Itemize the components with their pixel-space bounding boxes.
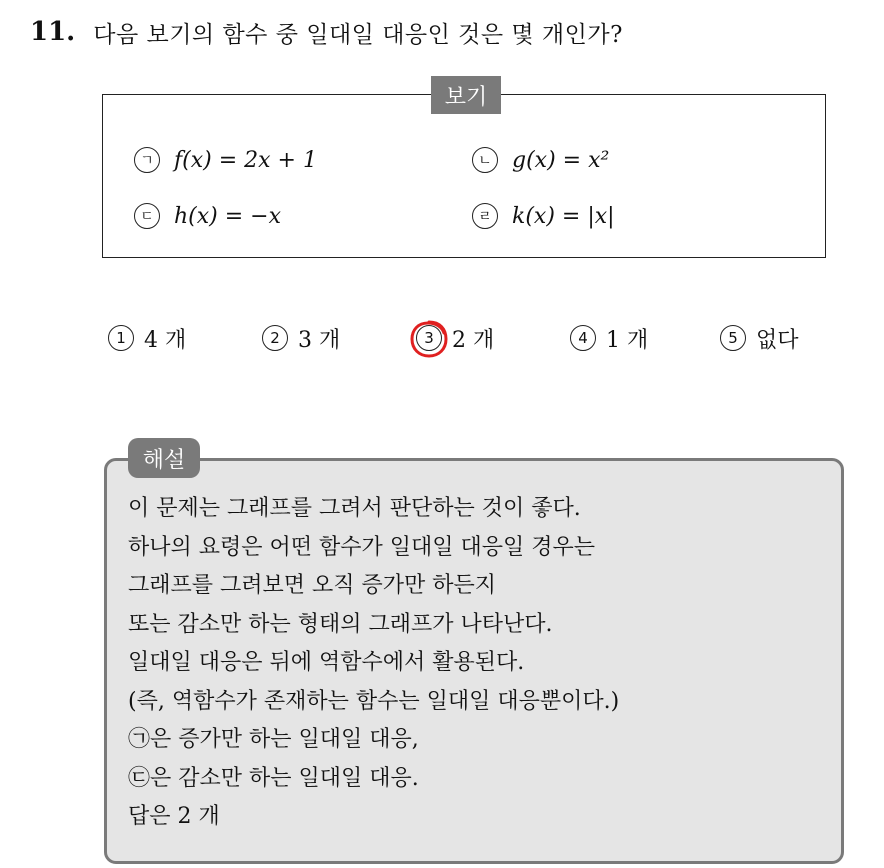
choice-3[interactable]	[416, 316, 494, 360]
question-header	[30, 12, 623, 52]
bogi-item-3	[134, 198, 281, 234]
bogi-item-2	[472, 142, 609, 178]
explanation-line: ㉢은 감소만 하는 일대일 대응.	[128, 765, 419, 791]
explanation-line: 그래프를 그려보면 오직 증가만 하든지	[128, 573, 497, 598]
choice-4[interactable]	[570, 316, 648, 360]
choice-number: 2	[262, 325, 288, 351]
bogi-mark: ㄴ	[472, 147, 498, 173]
choice-text: 1 개	[606, 327, 649, 353]
choice-1[interactable]	[108, 316, 186, 360]
choice-text: 4 개	[144, 327, 187, 353]
choice-5[interactable]	[720, 316, 799, 360]
explanation-line: 이 문제는 그래프를 그려서 판단하는 것이 좋다.	[128, 496, 581, 521]
choice-number: 1	[108, 325, 134, 351]
question-text: 다음 보기의 함수 중 일대일 대응인 것은 몇 개인가?	[93, 21, 623, 48]
answer-choices	[108, 316, 808, 360]
bogi-formula: f(x) = 2x + 1	[174, 147, 317, 173]
bogi-formula: k(x) = |x|	[512, 203, 615, 229]
explanation-text	[128, 490, 828, 837]
choice-text: 3 개	[298, 327, 341, 353]
bogi-formula: g(x) = x²	[512, 147, 610, 173]
question-number: 11.	[30, 17, 76, 47]
explanation-line: 하나의 요령은 어떤 함수가 일대일 대응일 경우는	[128, 534, 596, 560]
bogi-formula: h(x) = −x	[174, 203, 282, 229]
choice-text: 2 개	[452, 327, 495, 353]
choice-number: 4	[570, 325, 596, 351]
explanation-line: 또는 감소만 하는 형태의 그래프가 나타난다.	[128, 611, 553, 637]
explanation-line: 일대일 대응은 뒤에 역함수에서 활용된다.	[128, 650, 525, 675]
bogi-mark: ㄹ	[472, 203, 498, 229]
explanation-line: (즉, 역함수가 존재하는 함수는 일대일 대응뿐이다.)	[128, 688, 620, 714]
choice-number-text: 3	[424, 329, 434, 347]
choice-2[interactable]	[262, 316, 340, 360]
bogi-label: 보기	[431, 76, 501, 114]
choice-text: 없다	[756, 327, 799, 353]
bogi-mark: ㄷ	[134, 203, 160, 229]
bogi-item-4	[472, 198, 615, 234]
explanation-label: 해설	[128, 438, 200, 478]
bogi-item-1	[134, 142, 317, 178]
explanation-line: ㉠은 증가만 하는 일대일 대응,	[128, 727, 419, 752]
bogi-mark: ㄱ	[134, 147, 160, 173]
choice-number: 5	[720, 325, 746, 351]
choice-number	[416, 325, 442, 351]
explanation-line: 답은 2 개	[128, 804, 220, 829]
